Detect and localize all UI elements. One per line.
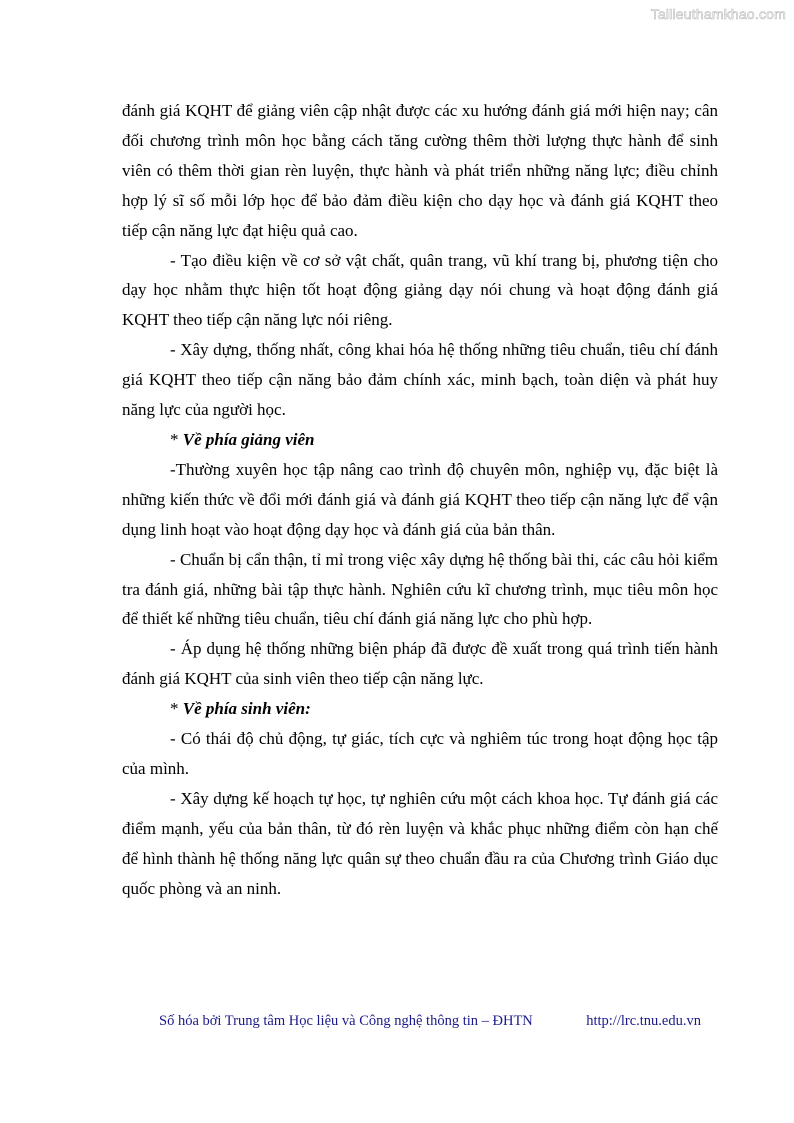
paragraph-facilities: - Tạo điều kiện về cơ sở vật chất, quân trang, vũ khí trang bị, phương tiện cho dạy học nhằm thực hiện tốt hoạt động giảng dạy nói chung và hoạt động đánh giá KQHT theo tiếp cận năng lực nói riêng. [122,250,718,330]
heading-student [122,694,718,724]
heading-student-title: Về phía sinh viên: [182,699,311,719]
student-item-plan: - Xây dựng kế hoạch tự học, tự nghiên cứu một cách khoa học. Tự đánh giá các điểm mạnh, yếu của bản thân, từ đó rèn luyện và khắc phục những điểm còn hạn chế để hình thành hệ thống năng lực quân sự theo chuẩn đầu ra của Chương trình Giáo dục quốc phòng và an ninh. [122,788,718,898]
footer-credit: Số hóa bởi Trung tâm Học liệu và Công nghệ thông tin – ĐHTN [159,1013,533,1029]
heading-lecturer [122,425,718,455]
lecturer-item-prepare: - Chuẩn bị cẩn thận, tỉ mỉ trong việc xây dựng hệ thống bài thi, các câu hỏi kiểm tra đánh giá, những bài tập thực hành. Nghiên cứu kĩ chương trình, mục tiêu môn học để thiết kế những tiêu chuẩn, tiêu chí đánh giá năng lực cho phù hợp. [122,549,718,629]
heading-student-mark: * [170,699,179,719]
paragraph-criteria: - Xây dựng, thống nhất, công khai hóa hệ thống những tiêu chuẩn, tiêu chí đánh giá KQHT theo tiếp cận năng bảo đảm chính xác, minh bạch, toàn diện và phát huy năng lực của người học. [122,340,718,420]
heading-lecturer-mark: * [170,429,179,449]
heading-lecturer-title: Về phía giảng viên [182,429,315,449]
footer-url: http://lrc.tnu.edu.vn [586,1013,701,1029]
page-footer [159,1013,701,1030]
watermark-text: Tailieuthamkhao.com [650,6,786,22]
student-item-attitude: - Có thái độ chủ động, tự giác, tích cực và nghiêm túc trong hoạt động học tập của mình. [122,729,718,778]
document-body [122,96,718,903]
lecturer-item-apply: - Áp dụng hệ thống những biện pháp đã được đề xuất trong quá trình tiến hành đánh giá KQHT của sinh viên theo tiếp cận năng lực. [122,639,718,689]
lecturer-item-study: -Thường xuyên học tập nâng cao trình độ chuyên môn, nghiệp vụ, đặc biệt là những kiến thức về đổi mới đánh giá và đánh giá KQHT theo tiếp cận năng lực để vận dụng linh hoạt vào hoạt động dạy học và đánh giá của bản thân. [122,459,718,539]
paragraph-continuation: đánh giá KQHT để giảng viên cập nhật được các xu hướng đánh giá mới hiện nay; cân đối chương trình môn học bằng cách tăng cường thêm thời lượng thực hành để sinh viên có thêm thời gian rèn luyện, thực hành và phát triển những năng lực; điều chỉnh hợp lý sĩ số mỗi lớp học để bảo đảm điều kiện cho dạy học và đánh giá KQHT theo tiếp cận năng lực đạt hiệu quả cao. [122,101,718,240]
